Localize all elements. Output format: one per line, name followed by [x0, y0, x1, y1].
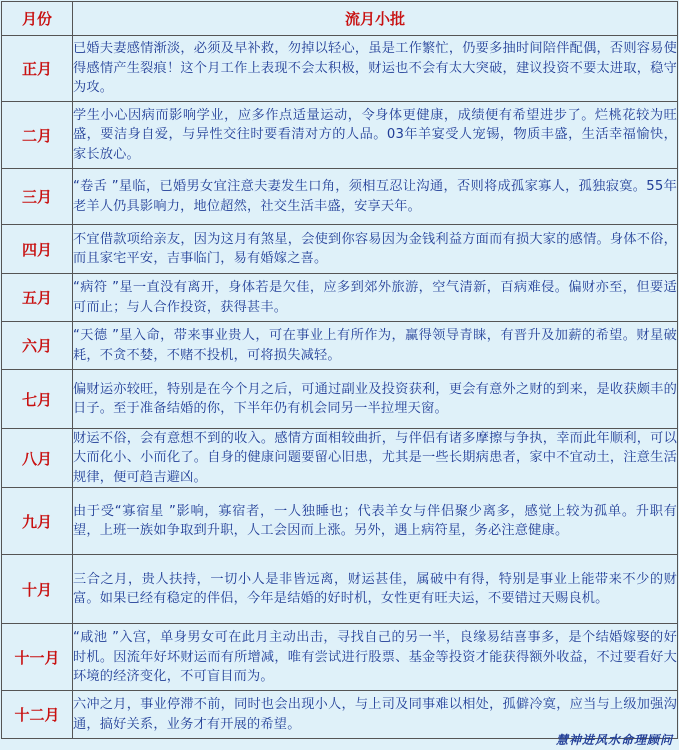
fortune-text: “天德 ”星入命，带来事业贵人，可在事业上有所作为，赢得领导青睐，有晋升及加薪的希望。财星破耗，不贪不婪，不赌不投机，可将损失减轻。	[73, 322, 678, 370]
month-label: 七月	[2, 370, 73, 429]
table-row	[2, 169, 678, 225]
table-row	[2, 102, 678, 169]
month-label: 八月	[2, 429, 73, 488]
month-label: 十一月	[2, 624, 73, 691]
fortune-text: 学生小心因病而影响学业，应多作点适量运动，令身体更健康，成绩便有希望进步了。烂桃花较为旺盛，要洁身自爱，与异性交往时要看清对方的人品。03年羊宴受人宠锡，物质丰盛，生活幸福愉快，家长放心。	[73, 102, 678, 169]
fortune-text: 六冲之月，事业停滞不前，同时也会出现小人，与上司及同事难以相处，孤僻冷寞，应当与上级加强沟通，搞好关系，业务才有开展的希望。	[73, 691, 678, 739]
table-header-row	[2, 2, 678, 36]
table-row	[2, 225, 678, 274]
month-column-header: 月份	[2, 2, 73, 36]
table-row	[2, 370, 678, 429]
month-label: 五月	[2, 274, 73, 322]
month-label: 十月	[2, 555, 73, 624]
fortune-text: 不宜借款项给亲友，因为这月有煞星，会使到你容易因为金钱利益方面而有损大家的感情。身体不俗，而且家宅平安，吉事临门，易有婚嫁之喜。	[73, 225, 678, 274]
table-row	[2, 624, 678, 691]
table-row	[2, 36, 678, 102]
month-label: 十二月	[2, 691, 73, 739]
fortune-column-header: 流月小批	[73, 2, 678, 36]
fortune-text: “咸池 ”入宫，单身男女可在此月主动出击，寻找自己的另一半，良缘易结喜事多，是个结婚嫁娶的好时机。因流年好坏财运而有所增减，唯有尝试进行股票、基金等投资才能获得额外收益，不过要看好大环境的经济变化，不可盲目而为。	[73, 624, 678, 691]
fortune-text: “病符 ”星一直没有离开，身体若是欠佳，应多到郊外旅游，空气清新，百病难侵。偏财亦至，但要适可而止；与人合作投资，获得甚丰。	[73, 274, 678, 322]
table-row	[2, 429, 678, 488]
month-label: 六月	[2, 322, 73, 370]
month-label: 九月	[2, 488, 73, 555]
fortune-text: 偏财运亦较旺，特别是在今个月之后，可通过副业及投资获利，更会有意外之财的到来，是收获颇丰的日子。至于准备结婚的你，下半年仍有机会同另一半拉埋天窗。	[73, 370, 678, 429]
month-label: 三月	[2, 169, 73, 225]
table-row	[2, 555, 678, 624]
month-label: 正月	[2, 36, 73, 102]
credit-watermark: 慧神进风水命理顾问	[555, 733, 673, 747]
fortune-text: 由于受“寡宿星 ”影响，寡宿者，一人独睡也；代表羊女与伴侣聚少离多，感觉上较为孤单。升职有望，上班一族如争取到升职，人工会因而上涨。另外，遇上病符星，务必注意健康。	[73, 488, 678, 555]
month-label: 四月	[2, 225, 73, 274]
table-row	[2, 488, 678, 555]
monthly-fortune-table	[1, 1, 678, 739]
fortune-text: 财运不俗，会有意想不到的收入。感情方面相较曲折，与伴侣有诸多摩擦与争执，幸而此年顺利，可以大而化小、小而化了。自身的健康问题要留心旧患，尤其是一些长期病患者，家中不宜动土，注意生活规律，便可趋吉避凶。	[73, 429, 678, 488]
table-row	[2, 322, 678, 370]
month-label: 二月	[2, 102, 73, 169]
fortune-text: 三合之月，贵人扶持，一切小人是非皆远离，财运甚佳，属破中有得，特别是事业上能带来不少的财富。如果已经有稳定的伴侣，今年是结婚的好时机，女性更有旺夫运，不要错过天赐良机。	[73, 555, 678, 624]
fortune-text: “卷舌 ”星临，已婚男女宜注意夫妻发生口角，须相互忍让沟通，否则将成孤家寡人，孤独寂寞。55年老羊人仍具影响力，地位超然，社交生活丰盛，安享天年。	[73, 169, 678, 225]
table-row	[2, 274, 678, 322]
fortune-text: 已婚夫妻感情渐淡，必须及早补救，勿掉以轻心，虽是工作繁忙，仍要多抽时间陪伴配偶，否则容易使得感情产生裂痕！这个月工作上表现不会太积极，财运也不会有太大突破，建议投资不要太进取，稳守为攻。	[73, 36, 678, 102]
